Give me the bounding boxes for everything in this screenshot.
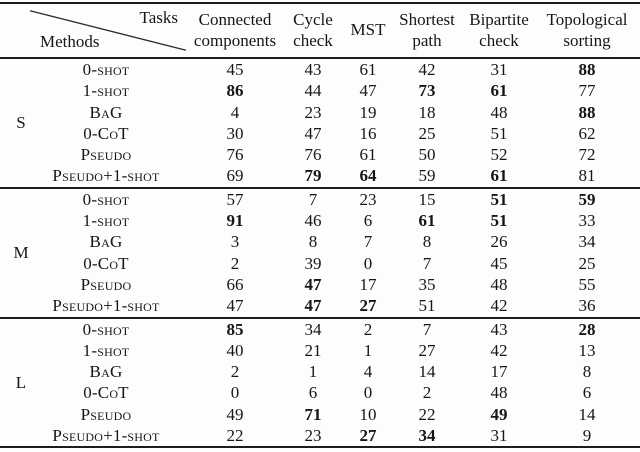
value-cell: 17 [490,362,508,382]
value-cell: 42 [490,296,508,316]
value-cell: 81 [578,166,596,186]
value-cell: 62 [578,123,596,143]
value-cell: 17 [359,274,377,294]
col-header-line: components [193,30,277,50]
method-cell: 1-shot [82,340,130,360]
value-cell: 31 [490,426,508,446]
value-cell: 40 [226,340,244,360]
table-row [0,361,640,382]
value-cell: 9 [582,426,592,446]
method-cell: Pseudo+1-shot [52,426,160,446]
value-cell: 0 [230,383,240,403]
value-cell: 48 [490,102,508,122]
results-table [0,2,640,448]
method-cell: Pseudo [80,404,132,424]
value-cell: 59 [418,166,436,186]
value-cell: 48 [490,274,508,294]
value-cell: 59 [534,188,640,210]
value-cell: 36 [578,296,596,316]
value-cell: 61 [359,145,377,165]
value-cell: 42 [490,340,508,360]
corner-tasks-label: Tasks [139,8,178,27]
value-cell: 27 [359,296,377,316]
method-cell: BaG [89,232,123,252]
value-cell: 51 [490,123,508,143]
value-cell: 27 [359,426,377,446]
col-header-cycle-check [280,3,346,58]
value-cell: 14 [418,362,436,382]
value-cell: 6 [363,211,373,231]
value-cell: 1 [363,340,373,360]
value-cell: 0 [363,253,373,273]
value-cell: 52 [490,145,508,165]
table-row [0,102,640,123]
value-cell: 48 [490,383,508,403]
method-cell: 0-shot [82,60,130,79]
value-cell: 27 [418,340,436,360]
value-cell: 22 [418,404,436,424]
value-cell: 72 [578,145,596,165]
col-header-line: check [479,30,519,50]
table-row [0,188,640,210]
table-row [0,318,640,340]
col-header-mst [346,3,390,58]
value-cell: 64 [359,166,377,186]
corner-cell [0,3,190,58]
value-cell: 8 [308,232,318,252]
value-cell: 25 [578,253,596,273]
value-cell: 79 [304,166,322,186]
value-cell: 46 [304,211,322,231]
value-cell: 2 [230,362,240,382]
value-cell: 69 [226,166,244,186]
value-cell: 61 [418,211,436,231]
header-row [0,3,640,58]
table-header [0,3,640,58]
value-cell: 23 [346,188,390,210]
value-cell: 23 [304,426,322,446]
col-header-line: MST [350,20,386,40]
col-header-connected-components [190,3,280,58]
value-cell: 7 [390,318,464,340]
value-cell: 71 [304,404,322,424]
table-row [0,274,640,295]
value-cell: 45 [490,253,508,273]
value-cell: 86 [226,81,244,101]
value-cell: 3 [230,232,240,252]
col-header-topological-sorting [534,3,640,58]
value-cell: 51 [490,211,508,231]
group-label-S: S [16,113,26,133]
table-row [0,165,640,187]
col-header-line: Cycle [293,10,333,30]
col-header-line: Shortest [399,10,455,30]
col-header-line: path [412,30,442,50]
value-cell: 61 [490,81,508,101]
col-header-bipartite-check [464,3,534,58]
value-cell: 7 [422,253,432,273]
value-cell: 42 [418,60,436,79]
value-cell: 19 [359,102,377,122]
table-row [0,58,640,80]
value-cell: 50 [418,145,436,165]
value-cell: 33 [578,211,596,231]
table-row [0,404,640,425]
value-cell: 13 [578,340,596,360]
value-cell: 43 [464,318,534,340]
value-cell: 47 [226,296,244,316]
method-cell: Pseudo+1-shot [52,296,160,316]
value-cell: 73 [418,81,436,101]
value-cell: 18 [418,102,436,122]
value-cell: 47 [304,274,322,294]
value-cell: 15 [390,188,464,210]
value-cell: 77 [578,81,596,101]
value-cell: 49 [490,404,508,424]
table-row [0,295,640,317]
value-cell: 57 [190,188,280,210]
value-cell: 4 [363,362,373,382]
value-cell: 47 [304,296,322,316]
method-cell: Pseudo+1-shot [52,166,160,186]
value-cell: 6 [582,383,592,403]
value-cell: 31 [490,60,508,79]
value-cell: 4 [230,102,240,122]
value-cell: 2 [230,253,240,273]
method-cell: 0-CoT [83,123,129,143]
value-cell: 51 [464,188,534,210]
method-cell: 1-shot [82,211,130,231]
value-cell: 14 [578,404,596,424]
value-cell: 47 [359,81,377,101]
method-cell: 1-shot [82,81,130,101]
col-header-line: Bipartite [469,10,529,30]
value-cell: 23 [304,102,322,122]
value-cell: 34 [418,426,436,446]
table-row [0,340,640,361]
method-cell: 0-CoT [83,383,129,403]
value-cell: 85 [190,318,280,340]
col-header-line: check [293,30,333,50]
col-header-line: Connected [198,10,272,30]
table-row [0,382,640,403]
value-cell: 45 [226,60,244,79]
value-cell: 51 [418,296,436,316]
value-cell: 88 [578,60,596,79]
value-cell: 21 [304,340,322,360]
table-row [0,210,640,231]
value-cell: 16 [359,123,377,143]
value-cell: 34 [578,232,596,252]
value-cell: 35 [418,274,436,294]
value-cell: 22 [226,426,244,446]
value-cell: 7 [280,188,346,210]
col-header-line: sorting [563,30,611,50]
value-cell: 76 [226,145,244,165]
col-header-line: Topological [546,10,628,30]
corner-methods-label: Methods [40,31,100,51]
method-cell: BaG [89,362,123,382]
method-cell: 0-shot [42,318,190,340]
method-cell: 0-shot [42,188,190,210]
table-body [0,58,640,447]
value-cell: 10 [359,404,377,424]
value-cell: 6 [308,383,318,403]
col-header-shortest-path [390,3,464,58]
value-cell: 88 [578,102,596,122]
value-cell: 44 [304,81,322,101]
group-label-M: M [0,188,42,318]
value-cell: 28 [534,318,640,340]
value-cell: 8 [582,362,592,382]
value-cell: 61 [490,166,508,186]
table-row [0,231,640,252]
value-cell: 26 [490,232,508,252]
page [0,2,640,452]
value-cell: 8 [422,232,432,252]
value-cell: 66 [226,274,244,294]
value-cell: 1 [308,362,318,382]
method-cell: 0-CoT [83,253,129,273]
table-row [0,425,640,447]
value-cell: 25 [418,123,436,143]
value-cell: 7 [363,232,373,252]
table-row [0,80,640,101]
value-cell: 0 [363,383,373,403]
group-label-L: L [0,318,42,448]
method-cell: Pseudo [80,145,132,165]
table-row [0,144,640,165]
table-row [0,123,640,144]
value-cell: 39 [304,253,322,273]
value-cell: 34 [280,318,346,340]
value-cell: 43 [304,60,322,79]
value-cell: 49 [226,404,244,424]
value-cell: 91 [226,211,244,231]
value-cell: 2 [422,383,432,403]
method-cell: BaG [89,102,123,122]
value-cell: 61 [359,60,377,79]
value-cell: 76 [304,145,322,165]
value-cell: 30 [226,123,244,143]
value-cell: 47 [304,123,322,143]
method-cell: Pseudo [80,274,132,294]
value-cell: 55 [578,274,596,294]
table-row [0,253,640,274]
value-cell: 2 [346,318,390,340]
